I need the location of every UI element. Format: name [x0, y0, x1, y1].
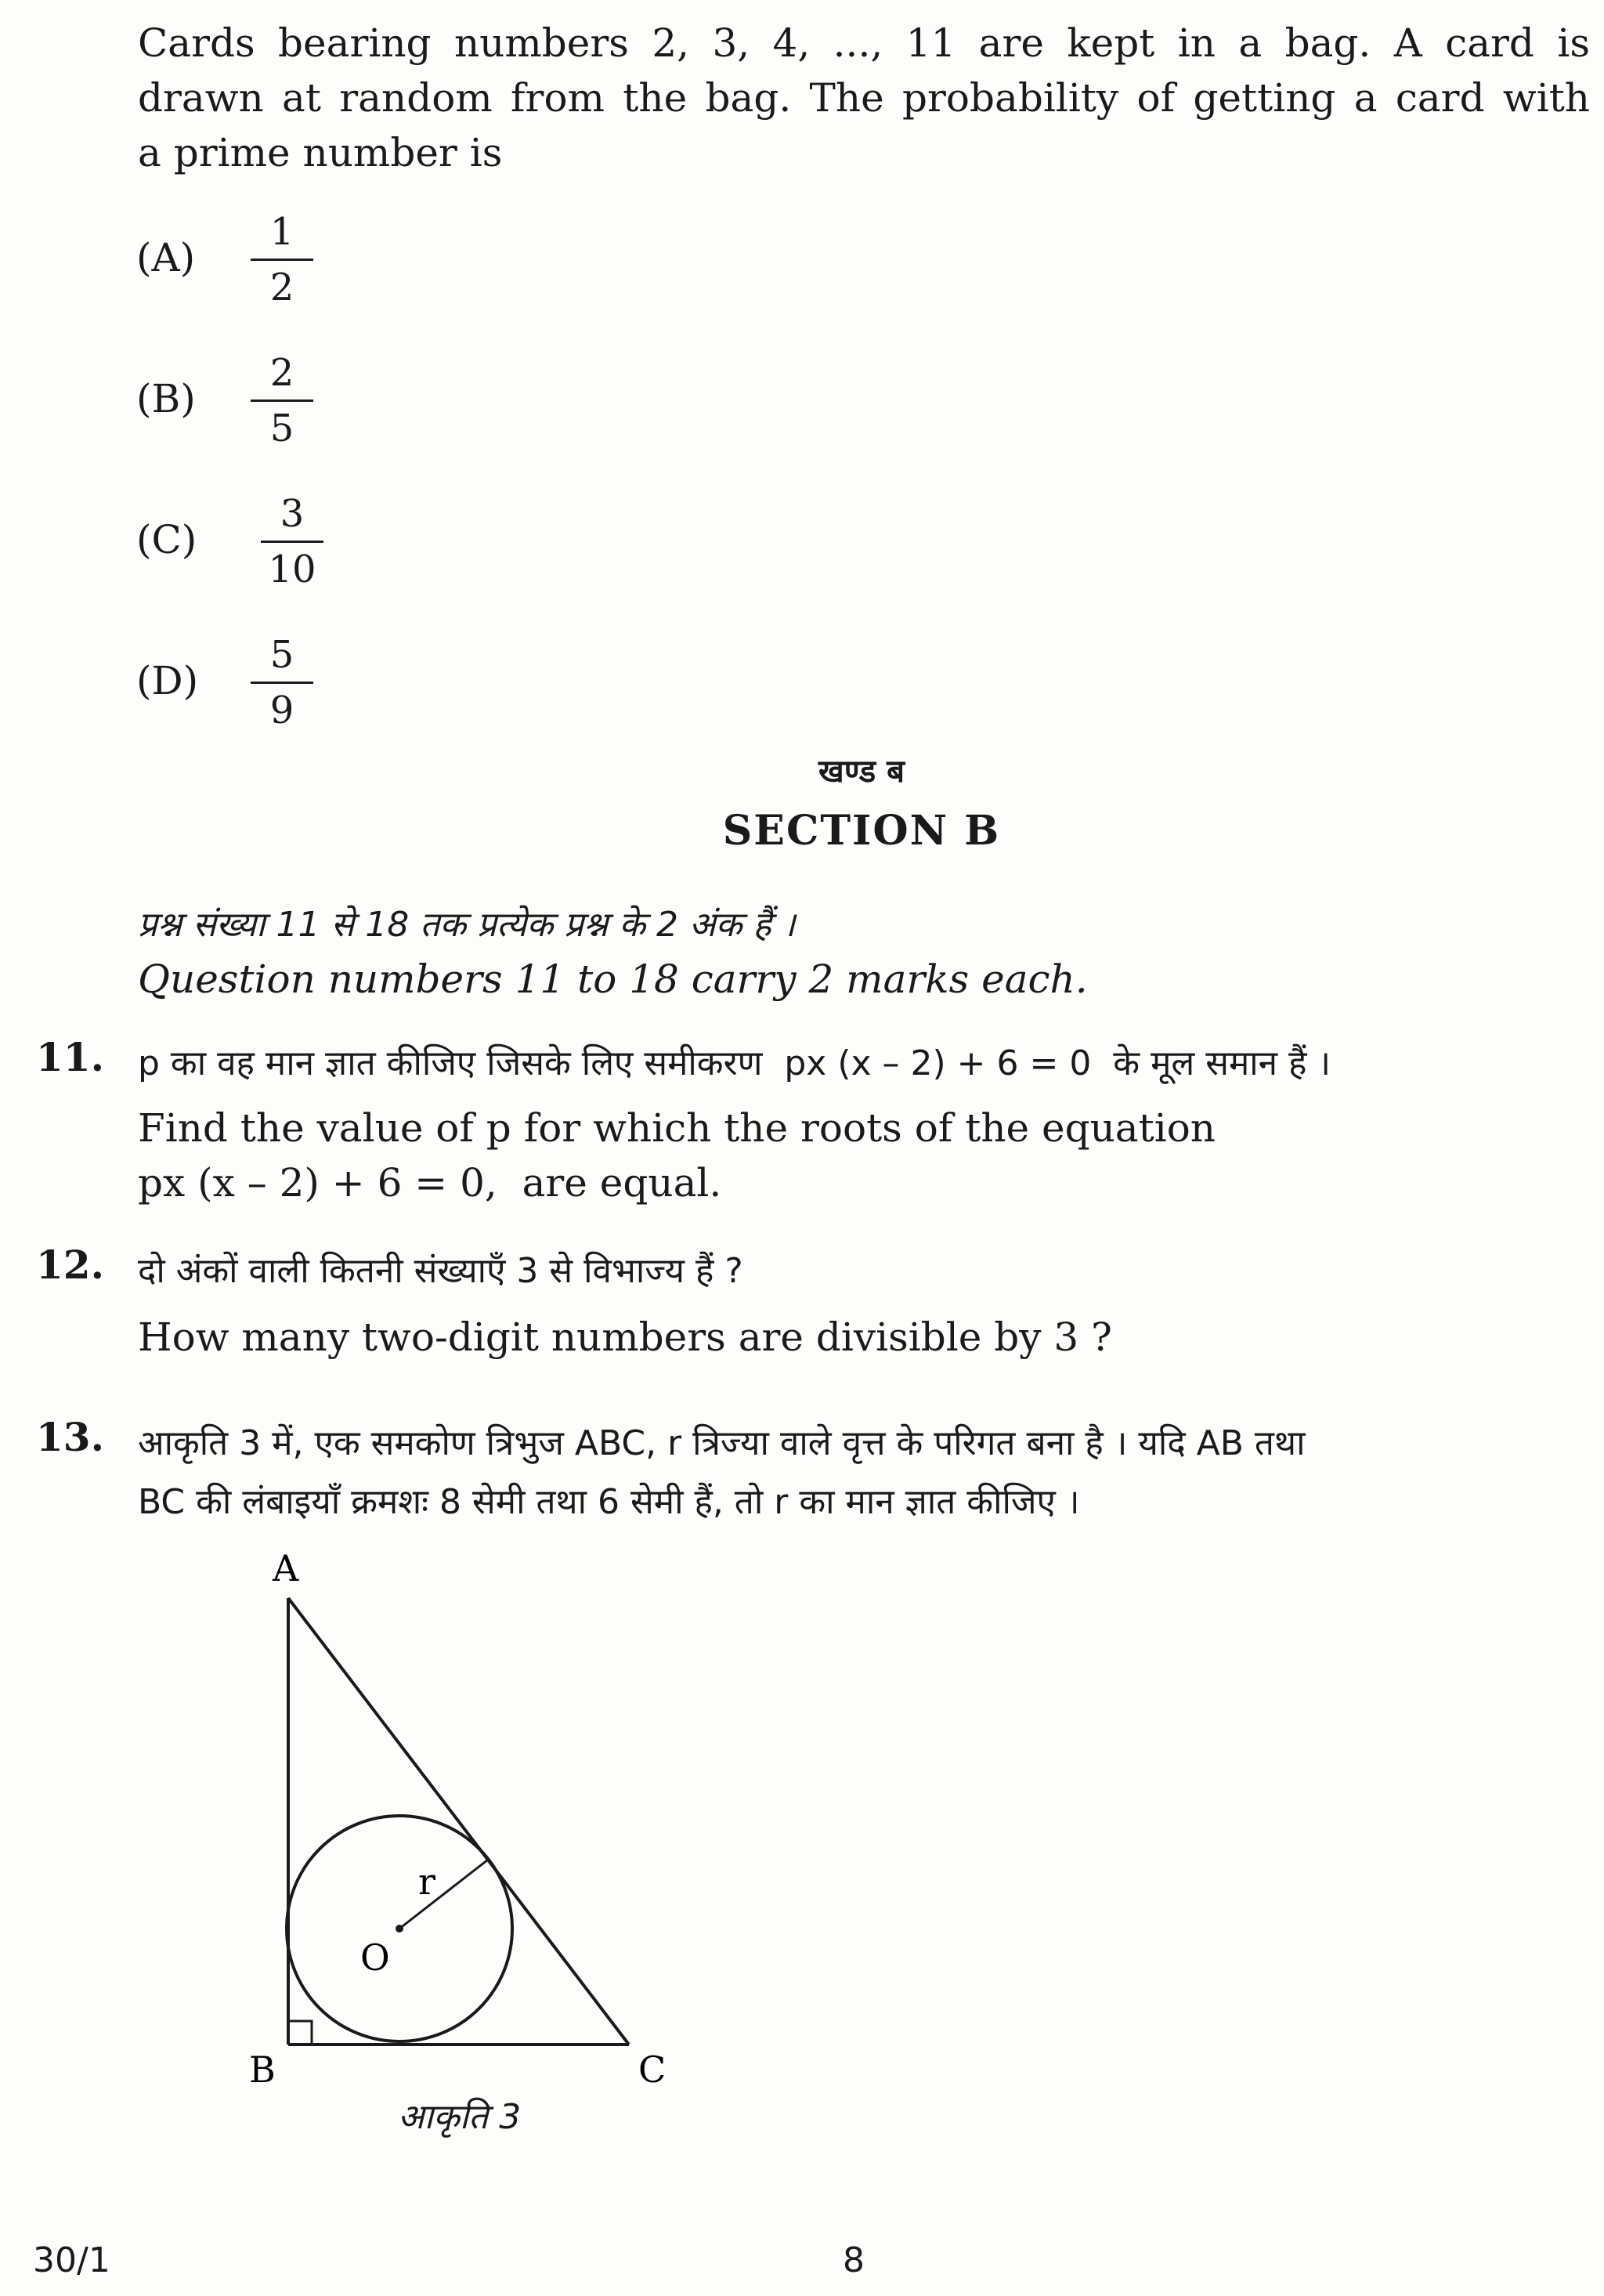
option-fraction [261, 494, 323, 590]
option-label: (D) [136, 658, 199, 703]
option-fraction [251, 635, 313, 731]
numerator: 2 [269, 351, 294, 395]
denominator: 2 [269, 266, 294, 309]
figure-caption: आकृति 3 [398, 2097, 522, 2137]
side-ac [288, 1598, 629, 2045]
option-label: (B) [136, 376, 196, 421]
section-note: Question numbers 11 to 18 carry 2 marks each. [138, 956, 1088, 1002]
right-angle-mark [288, 2021, 312, 2045]
option-label: (A) [136, 235, 196, 280]
question-number: 13. [36, 1414, 104, 1460]
section-title: SECTION B [722, 807, 1001, 855]
numerator: 1 [269, 210, 294, 254]
question-line: How many two-digit numbers are divisible by 3 ? [138, 1314, 1112, 1360]
section-title-hindi: खण्ड ब [818, 754, 905, 790]
question-number: 12. [36, 1242, 104, 1288]
numerator: 3 [280, 492, 305, 536]
vertex-label-b: B [249, 2048, 276, 2091]
denominator: 9 [269, 689, 294, 732]
question-hindi: दो अंकों वाली कितनी संख्याएँ 3 से विभाज्य हैं ? [138, 1251, 743, 1291]
question-line: Find the value of p for which the roots of the equation [138, 1105, 1216, 1151]
question-hindi: BC की लंबाइयाँ क्रमशः 8 सेमी तथा 6 सेमी हैं, तो r का मान ज्ञात कीजिए । [138, 1482, 1080, 1522]
radius-line [399, 1860, 488, 1929]
page-number: 8 [843, 2240, 865, 2280]
numerator: 5 [269, 633, 294, 677]
vertex-label-a: A [273, 1547, 299, 1589]
denominator: 10 [268, 548, 316, 591]
question-line: a prime number is [138, 130, 503, 175]
question-hindi: p का वह मान ज्ञात कीजिए जिसके लिए समीकरण px (x – 2) + 6 = 0 के मूल समान हैं । [138, 1043, 1331, 1083]
triangle-incircle-figure [235, 1535, 721, 2146]
radius-label-r: r [418, 1860, 435, 1903]
center-point [396, 1925, 403, 1933]
vertex-label-c: C [638, 2048, 667, 2091]
question-line: px (x – 2) + 6 = 0, are equal. [138, 1160, 722, 1206]
question-line: drawn at random from the bag. The probability of getting a card with [138, 75, 1590, 121]
paper-code: 30/1 [33, 2240, 110, 2280]
question-hindi: आकृति 3 में, एक समकोण त्रिभुज ABC, r त्रिज्या वाले वृत्त के परिगत बना है । यदि AB तथा [138, 1423, 1306, 1463]
option-fraction [251, 353, 313, 449]
option-label: (C) [136, 517, 197, 562]
question-line: Cards bearing numbers 2, 3, 4, ..., 11 are kept in a bag. A card is [138, 20, 1590, 66]
center-label-o: O [360, 1936, 390, 1979]
question-number: 11. [36, 1034, 104, 1080]
section-note-hindi: प्रश्न संख्या 11 से 18 तक प्रत्येक प्रश्न के 2 अंक हैं । [138, 905, 796, 945]
denominator: 5 [269, 407, 294, 450]
option-fraction [251, 212, 313, 308]
